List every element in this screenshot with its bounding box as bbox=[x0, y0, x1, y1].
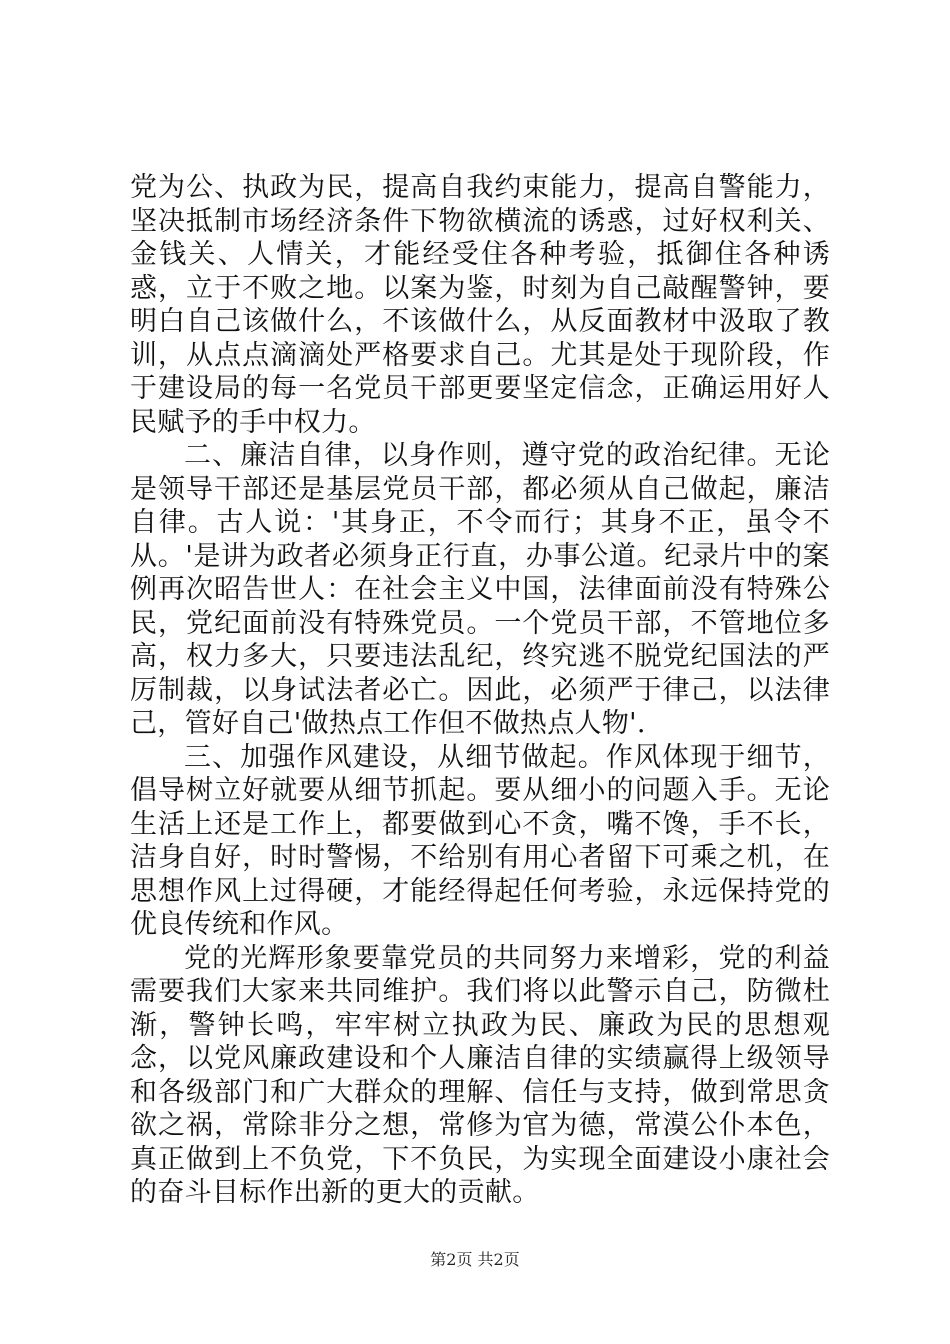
paragraph-continuation: 党为公、执政为民，提高自我约束能力，提高自警能力，坚决抵制市场经济条件下物欲横流的诱惑，过好权利关、金钱关、人情关，才能经受住各种考验，抵御住各种诱惑，立于不败之地。以案为鉴，时刻为自己敲醒警钟，要明白自己该做什么，不该做什么，从反面教材中汲取了教训，从点点滴滴处严格要求自己。尤其是处于现阶段，作于建设局的每一名党员干部更要坚定信念，正确运用好人民赋予的手中权力。 bbox=[130, 172, 830, 438]
paragraph-section-three: 三、加强作风建设，从细节做起。作风体现于细节，倡导树立好就要从细节抓起。要从细小的问题入手。无论生活上还是工作上，都要做到心不贪，嘴不馋，手不长，洁身自好，时时警惕，不给别有用心者留下可乘之机，在思想作风上过得硬，才能经得起任何考验，永远保持党的优良传统和作风。 bbox=[130, 741, 830, 940]
page-number-footer: 第2页 共2页 bbox=[430, 1250, 520, 1269]
paragraph-section-two: 二、廉洁自律，以身作则，遵守党的政治纪律。无论是领导干部还是基层党员干部，都必须从自己做起，廉洁自律。古人说：'其身正，不令而行；其身不正，虽令不从。'是讲为政者必须身正行直，办事公道。纪录片中的案例再次昭告世人：在社会主义中国，法律面前没有特殊公民，党纪面前没有特殊党员。一个党员干部，不管地位多高，权力多大，只要违法乱纪，终究逃不脱党纪国法的严厉制裁，以身试法者必亡。因此，必须严于律己，以法律己，管好自己'做热点工作但不做热点人物'. bbox=[130, 440, 830, 739]
document-body bbox=[130, 171, 830, 1210]
paragraph-conclusion: 党的光辉形象要靠党员的共同努力来增彩，党的利益需要我们大家来共同维护。我们将以此警示自己，防微杜渐，警钟长鸣，牢牢树立执政为民、廉政为民的思想观念，以党风廉政建设和个人廉洁自律的实绩赢得上级领导和各级部门和广大群众的理解、信任与支持，做到常思贪欲之祸，常除非分之想，常修为官为德，常漠公仆本色，真正做到上不负党，下不负民，为实现全面建设小康社会的奋斗目标作出新的更大的贡献。 bbox=[130, 942, 830, 1208]
